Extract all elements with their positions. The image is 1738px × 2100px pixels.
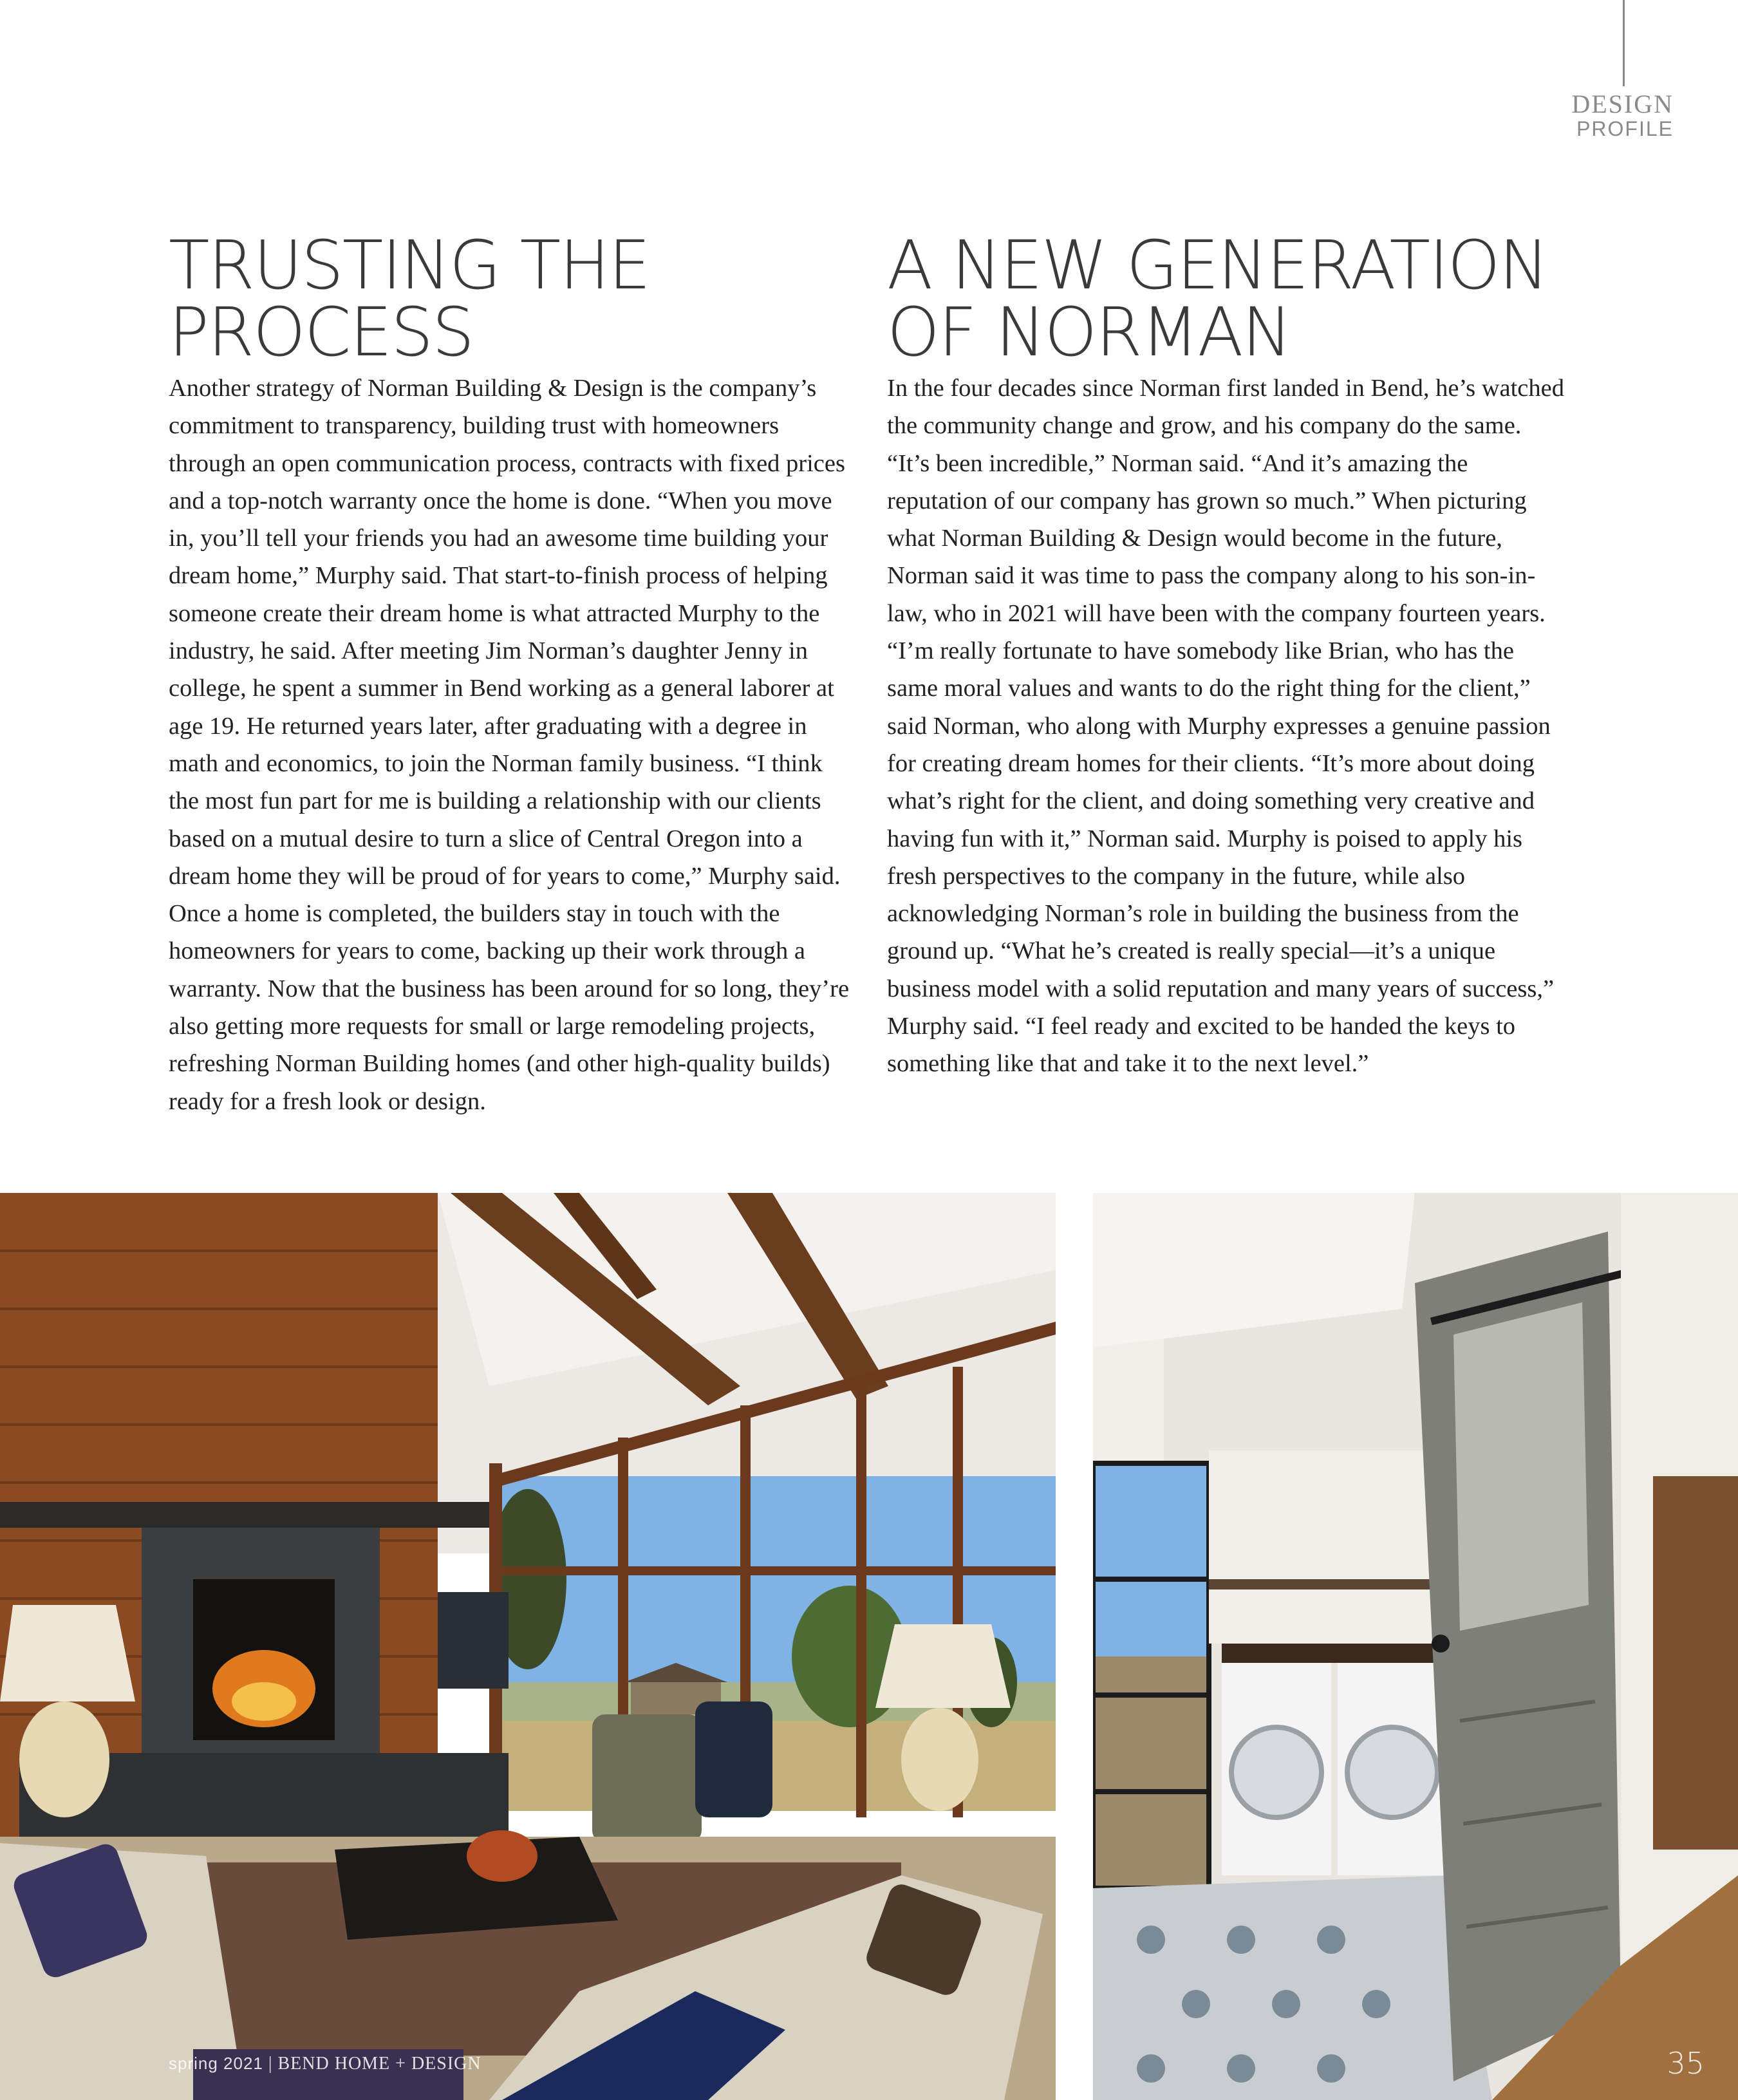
laundry-room-photo [1093, 1193, 1738, 2100]
article-trusting-the-process [169, 226, 851, 1120]
heading-line-1: A NEW GENERATION [887, 226, 1548, 305]
section-tag-profile: PROFILE [1576, 117, 1674, 140]
section-tag-design: DESIGN [1571, 89, 1674, 118]
page-footer [169, 2054, 481, 2074]
footer-magazine: BEND HOME + DESIGN [277, 2054, 481, 2074]
footer-season: spring 2021 [169, 2054, 263, 2073]
article-body: Another strategy of Norman Building & Design is the company’s commitment to transparency, building trust with homeowners through an open communication process, contracts with fixed prices and a top-notch warranty once the home is done. “When you move in, you’ll tell your friends you had an awesome time building your dream home,” Murphy said. That start-to-finish process of helping someone create their dream home is what attracted Murphy to the industry, he said. After meeting Jim Norman’s daughter Jenny in college, he spent a summer in Bend working as a general laborer at age 19. He returned years later, after graduating with a degree in math and economics, to join the Norman family business. “I think the most fun part for me is building a relationship with our clients based on a mutual desire to turn a slice of Central Oregon into a dream home they will be proud of for years to come,” Murphy said. Once a home is completed, the builders stay in touch with the homeowners for years to come, backing up their work through a warranty. Now that the business has been around for so long, they’re also getting more requests for small or large remodeling projects, refreshing Norman Building homes (and other high-quality builds) ready for a fresh look or design. [169, 375, 850, 1115]
article-heading [169, 226, 851, 371]
heading-line-2: PROCESS [169, 293, 474, 371]
heading-line-1: TRUSTING THE [169, 226, 650, 305]
page-number: 35 [1667, 2046, 1705, 2081]
article-new-generation [887, 226, 1569, 1083]
footer-separator: | [263, 2054, 278, 2074]
living-room-photo [0, 1193, 1056, 2100]
article-body: In the four decades since Norman first landed in Bend, he’s watched the community change and grow, and his company do the same. “It’s been incredible,” Norman said. “And it’s amazing the reputation of our company has grown so much.” When picturing what Norman Building & Design would become in the future, Norman said it was time to pass the company along to his son-in-law, who in 2021 will have been with the company fourteen years. “I’m really fortunate to have somebody like Brian, who has the same moral values and wants to do the right thing for the client,” said Norman, who along with Murphy expresses a genuine passion for creating dream homes for their clients. “It’s more about doing what’s right for the client, and doing something very creative and having fun with it,” Norman said. Murphy is poised to apply his fresh perspectives to the company in the future, while also acknowledging Norman’s role in building the business from the ground up. “What he’s created is really special—it’s a unique business model with a solid reputation and many years of success,” Murphy said. “I feel ready and excited to be handed the keys to something like that and take it to the next level.” [887, 375, 1564, 1078]
section-tag [1571, 91, 1674, 139]
heading-line-2: OF NORMAN [887, 293, 1291, 371]
article-heading [887, 226, 1569, 371]
header-rule [1623, 0, 1625, 86]
